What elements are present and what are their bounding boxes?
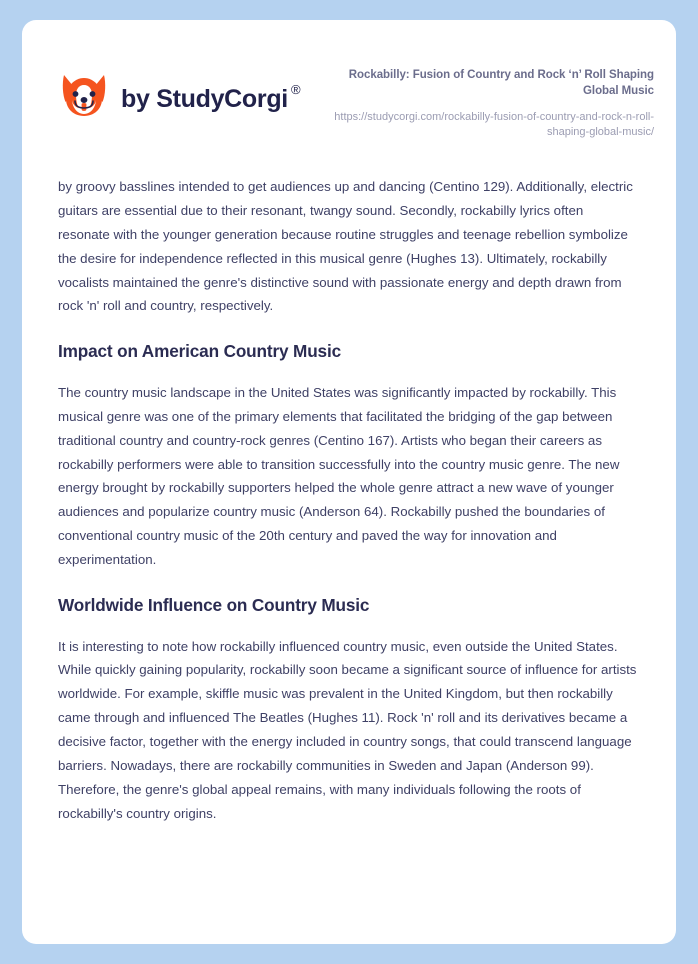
page-title: Rockabilly: Fusion of Country and Rock ‘n’ Roll Shaping Global Music xyxy=(348,69,654,98)
registered-trademark-icon: ® xyxy=(290,82,301,97)
section-heading-impact: Impact on American Country Music xyxy=(58,341,341,362)
brand-wordmark xyxy=(121,78,300,112)
article-section-worldwide xyxy=(58,594,638,826)
page-url[interactable]: https://studycorgi.com/rockabilly-fusion-of-country-and-rock-n-roll-shaping-global-music/ xyxy=(334,110,654,139)
section-heading-worldwide: Worldwide Influence on Country Music xyxy=(58,595,370,616)
section-paragraph-impact: The country music landscape in the United States was significantly impacted by rockabilly. This musical genre was one of the primary elements that facilitated the bridging of the gap between traditional country and country-rock genres (Centino 167). Artists who began their careers as rockabilly performers were able to transition successfully into the country music genre. The new energy brought by rockabilly supporters helped the whole genre attract a new wave of younger audiences and popularize country music (Anderson 64). Rockabilly pushed the boundaries of conventional country music of the 20th century and paved the way for innovation and experimentation. xyxy=(58,384,620,568)
document-page-card xyxy=(22,20,676,944)
brand-logo-group xyxy=(58,65,300,121)
article-body xyxy=(22,175,676,826)
corgi-face-logo-icon xyxy=(58,69,110,121)
header-meta xyxy=(316,65,654,141)
document-header xyxy=(22,20,676,141)
paragraph-intro-continued: by groovy basslines intended to get audiences up and dancing (Centino 129). Additionally, electric guitars are essential due to their resonant, twangy sound. Secondly, rockabilly lyrics often resonate with the younger generation because routine struggles and teenage rebellion symbolize the desire for independence reflected in this musical genre (Hughes 13). Ultimately, rockabilly vocalists maintained the genre's distinctive sound with passionate energy and depth drawn from rock 'n' roll and country, respectively. xyxy=(58,178,633,314)
section-paragraph-worldwide: It is interesting to note how rockabilly influenced country music, even outside the United States. While quickly gaining popularity, rockabilly soon became a significant source of influence for artists worldwide. For example, skiffle music was prevalent in the United Kingdom, but then rockabilly came through and influenced The Beatles (Hughes 11). Rock 'n' roll and its derivatives became a decisive factor, together with the energy included in country songs, that could transcend language barriers. Nowadays, there are rockabilly communities in Sweden and Japan (Anderson 99). Therefore, the genre's global appeal remains, with many individuals following the roots of rockabilly's country origins. xyxy=(58,638,637,821)
article-section-impact xyxy=(58,340,638,572)
brand-wordmark-text: by StudyCorgi xyxy=(121,85,288,113)
